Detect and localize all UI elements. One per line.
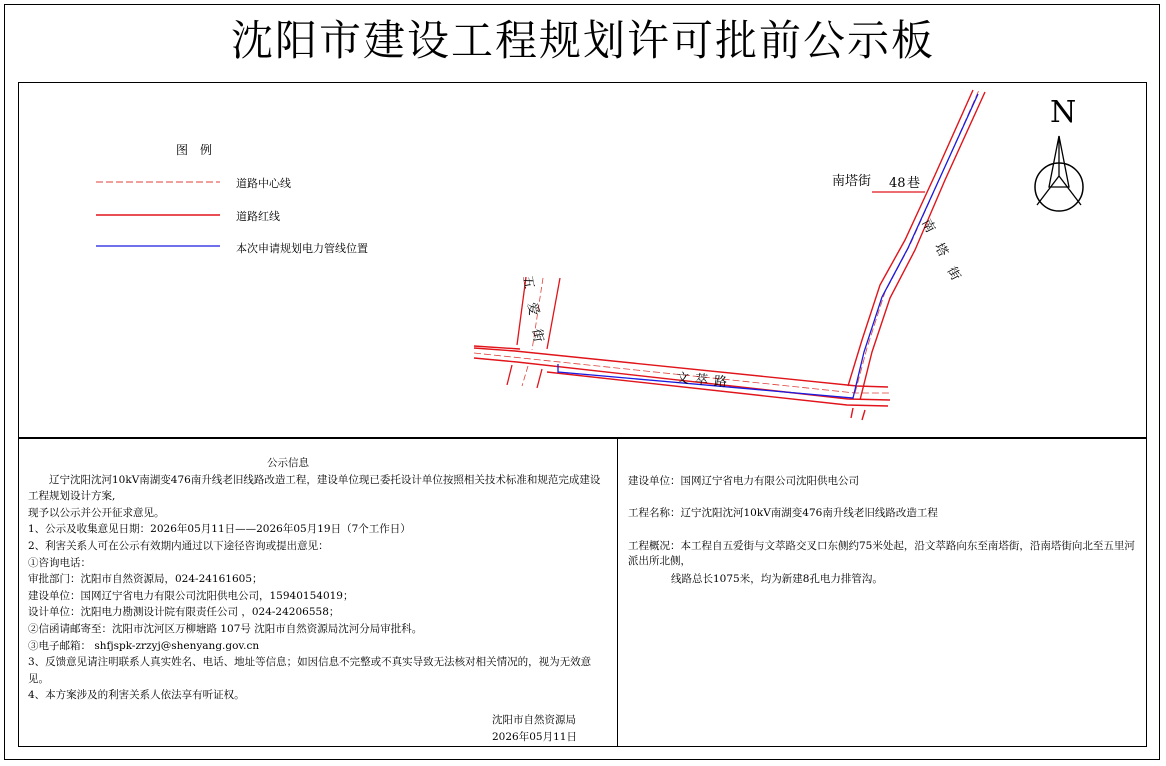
public-info-line: 审批部门：沈阳市自然资源局，024-24161605； [28, 573, 263, 586]
legend-title: 图例 [176, 143, 225, 157]
legend-pipe-label: 本次申请规划电力管线位置 [236, 242, 368, 255]
project-overview-1: 工程概况：本工程自五爱街与文萃路交叉口东侧约75米处起，沿文萃路向东至南塔街，沿南塔街向北至五里河派出所北侧， [628, 540, 1135, 567]
public-info-line: ①咨询电话： [28, 556, 91, 569]
signature: 沈阳市自然资源局 [492, 714, 576, 726]
nanta-lane-number: 48 [889, 176, 906, 191]
public-info-email[interactable]: ③电子邮箱： shfjspk-zrzyj@shenyang.gov.cn [28, 639, 260, 652]
wuai-label: 五爱街 [519, 274, 549, 357]
project-unit: 建设单位：国网辽宁省电力有限公司沈阳供电公司 [628, 475, 859, 487]
public-info-line: 辽宁沈阳沈河10kV南湖变476南升线老旧线路改造工程，建设单位现已委托设计单位按照相关技术标准和规范完成建设工程规划设计方案, [28, 473, 601, 503]
public-info-line: 现予以公示并公开征求意见。 [28, 506, 165, 519]
sign-date: 2026年05月11日 [492, 731, 577, 743]
power-pipe-route [558, 94, 978, 398]
public-info-line: 4、本方案涉及的利害关系人依法享有听证权。 [28, 689, 245, 702]
nanta-lane-label: 南塔街 [832, 174, 872, 189]
public-info [28, 455, 610, 704]
public-info-line: ②信函请邮寄至：沈阳市沈河区万柳塘路 107号 沈阳市自然资源局沈河分局审批科。 [28, 622, 423, 635]
project-name: 工程名称：辽宁沈阳沈河10kV南湖变476南升线老旧线路改造工程 [628, 507, 938, 519]
public-info-line: 1、公示及收集意见日期：2026年05月11日——2026年05月19日（7个工作日） [28, 523, 411, 536]
north-label: N [1050, 95, 1077, 130]
public-info-line: 3、反馈意见请注明联系人真实姓名、电话、地址等信息；如因信息不完整或不真实导致无法核对相关情况的，视为无效意见。 [28, 656, 592, 685]
public-info-line: 2、利害关系人可在公示有效期内通过以下途径咨询或提出意见： [28, 539, 329, 552]
project-overview-2: 线路总长1075米，均为新建8孔电力排管沟。 [671, 573, 883, 585]
public-info-line: 设计单位：沈阳电力勘测设计院有限责任公司 ，024-24206558； [28, 606, 340, 619]
legend-centerline-label: 道路中心线 [236, 177, 291, 190]
public-info-line: 建设单位：国网辽宁省电力有限公司沈阳供电公司，15940154019； [28, 589, 354, 602]
public-info-heading: 公示信息 [267, 457, 309, 469]
legend-redline-label: 道路红线 [236, 210, 280, 223]
nanta-lane-suffix: 巷 [907, 176, 921, 191]
nanta-vertical-text: 南塔街 [918, 216, 970, 296]
page-title: 沈阳市建设工程规划许可批前公示板 [230, 16, 935, 65]
nanta-vertical-label [918, 216, 970, 295]
north-arrow-icon [1035, 95, 1083, 211]
nanta-street [848, 90, 985, 420]
wencui-label: 文萃路 [675, 370, 734, 391]
